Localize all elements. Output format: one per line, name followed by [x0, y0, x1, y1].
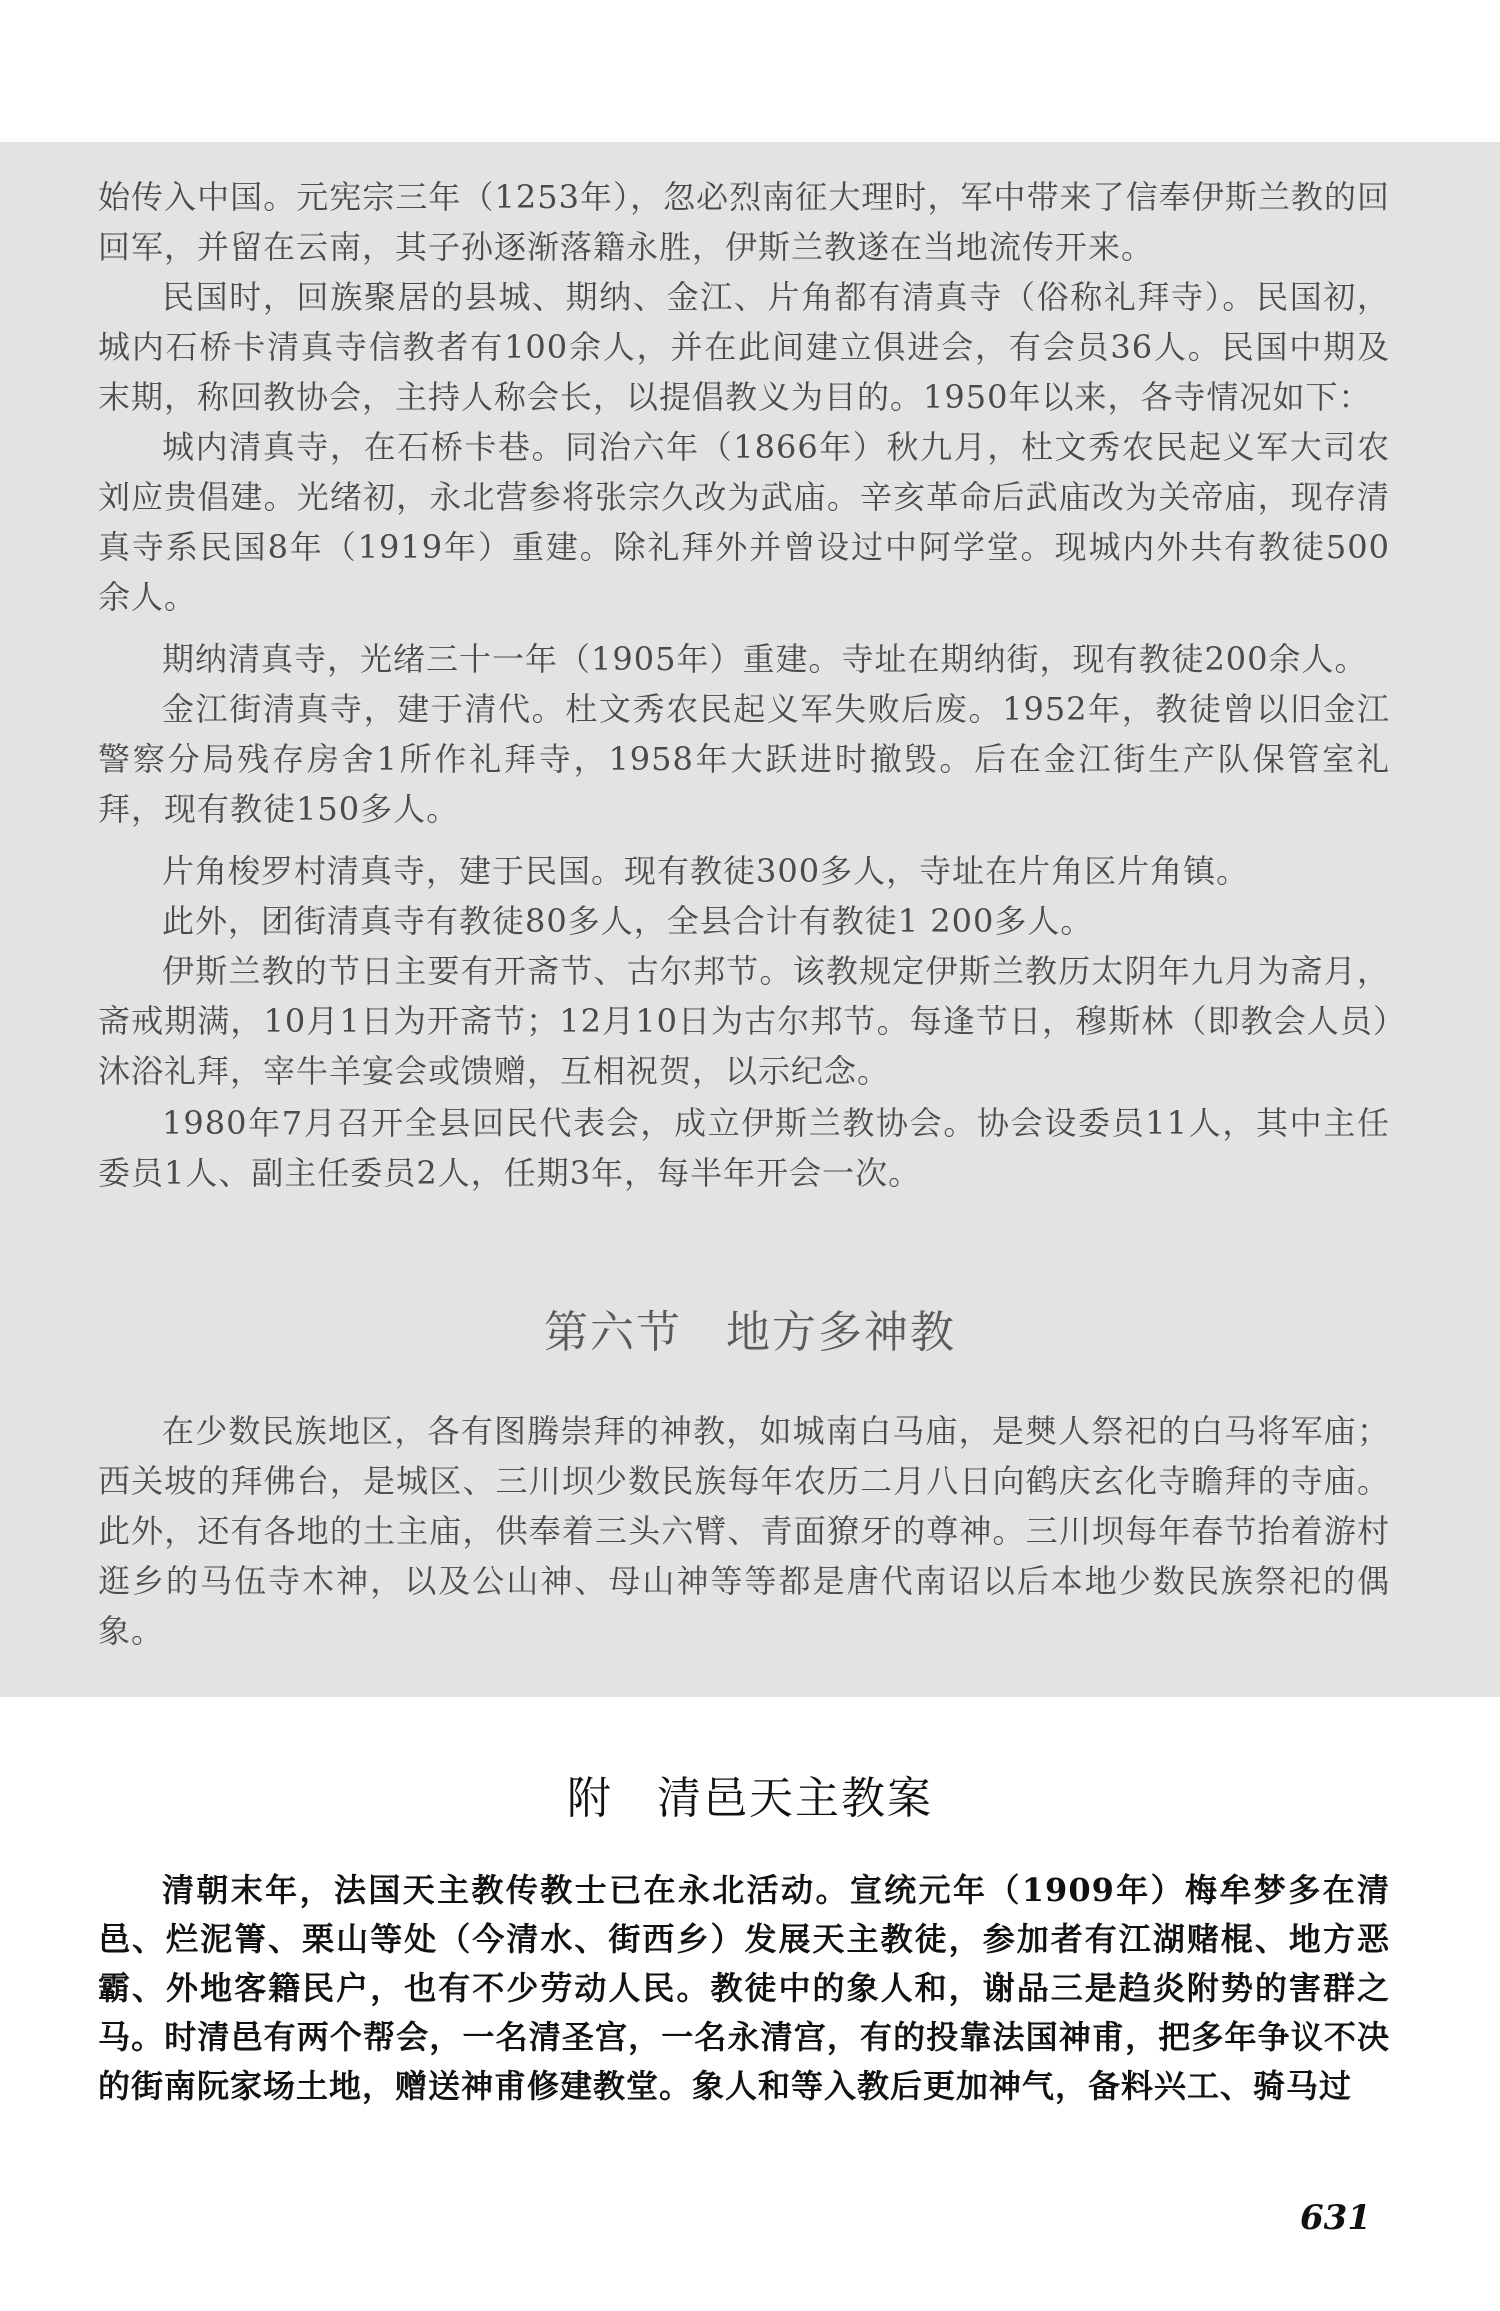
paragraph-islamic-association: 1980年7月召开全县回民代表会，成立伊斯兰教协会。协会设委员11人，其中主任委员1人、副主任委员2人，任期3年，每半年开会一次。	[98, 1104, 1390, 1192]
section-title: 地方多神教	[726, 1307, 956, 1358]
appendix-heading	[0, 1762, 1500, 1826]
paragraph-islamic-festivals: 伊斯兰教的节日主要有开斋节、古尔邦节。该教规定伊斯兰教历太阴年九月为斋月，斋戒期满，10月1日为开斋节；12月10日为古尔邦节。每逢节日，穆斯林（即教会人员）沐浴礼拜，宰牛羊宴会或馈赠，互相祝贺，以示纪念。	[98, 952, 1390, 1090]
paragraph-qina-mosque: 期纳清真寺，光绪三十一年（1905年）重建。寺址在期纳街，现有教徒200余人。	[162, 640, 1368, 678]
paragraph-pianjiao-mosque: 片角梭罗村清真寺，建于民国。现有教徒300多人，寺址在片角区片角镇。	[162, 852, 1250, 890]
page-number: 631	[1300, 2198, 1371, 2238]
paragraph-mosques-overview: 民国时，回族聚居的县城、期纳、金江、片角都有清真寺（俗称礼拜寺）。民国初，城内石桥卡清真寺信教者有100余人，并在此间建立俱进会，有会员36人。民国中期及末期，称回教协会，主持人称会长，以提倡教义为目的。1950年以来，各寺情况如下：	[98, 278, 1390, 416]
paragraph-polytheism: 在少数民族地区，各有图腾崇拜的神教，如城南白马庙，是僰人祭祀的白马将军庙；西关坡的拜佛台，是城区、三川坝少数民族每年农历二月八日向鹤庆玄化寺瞻拜的寺庙。此外，还有各地的土主庙，供奉着三头六臂、青面獠牙的尊神。三川坝每年春节抬着游村逛乡的马伍寺木神，以及公山神、母山神等等都是唐代南诏以后本地少数民族祭祀的偶象。	[98, 1412, 1390, 1650]
paragraph-tuanjie-mosque: 此外，团街清真寺有教徒80多人，全县合计有教徒1 200多人。	[162, 902, 1094, 940]
paragraph-city-mosque: 城内清真寺，在石桥卡巷。同治六年（1866年）秋九月，杜文秀农民起义军大司农刘应贵倡建。光绪初，永北营参将张宗久改为武庙。辛亥革命后武庙改为关帝庙，现存清真寺系民国8年（1919年）重建。除礼拜外并曾设过中阿学堂。现城内外共有教徒500余人。	[98, 428, 1390, 616]
paragraph-islam-origin: 始传入中国。元宪宗三年（1253年），忽必烈南征大理时，军中带来了信奉伊斯兰教的回回军，并留在云南，其子孙逐渐落籍永胜，伊斯兰教遂在当地流传开来。	[98, 178, 1390, 266]
paragraph-jinjiang-mosque: 金江街清真寺，建于清代。杜文秀农民起义军失败后废。1952年，教徒曾以旧金江警察分局残存房舍1所作礼拜寺，1958年大跃进时撤毁。后在金江街生产队保管室礼拜，现有教徒150多人。	[98, 690, 1390, 828]
appendix-title: 清邑天主教案	[657, 1773, 933, 1824]
section-number: 第六节	[544, 1307, 682, 1358]
appendix-label: 附	[567, 1773, 613, 1824]
paragraph-catholic-case: 清朝末年，法国天主教传教士已在永北活动。宣统元年（1909年）梅牟梦多在清邑、烂泥箐、栗山等处（今清水、街西乡）发展天主教徒，参加者有江湖赌棍、地方恶霸、外地客籍民户，也有不少劳动人民。教徒中的象人和，谢品三是趋炎附势的害群之马。时清邑有两个帮会，一名清圣宫，一名永清宫，有的投靠法国神甫，把多年争议不决的街南阮家场土地，赠送神甫修建教堂。象人和等入教后更加神气，备料兴工、骑马过	[98, 1871, 1390, 2105]
section-heading	[0, 1296, 1500, 1360]
